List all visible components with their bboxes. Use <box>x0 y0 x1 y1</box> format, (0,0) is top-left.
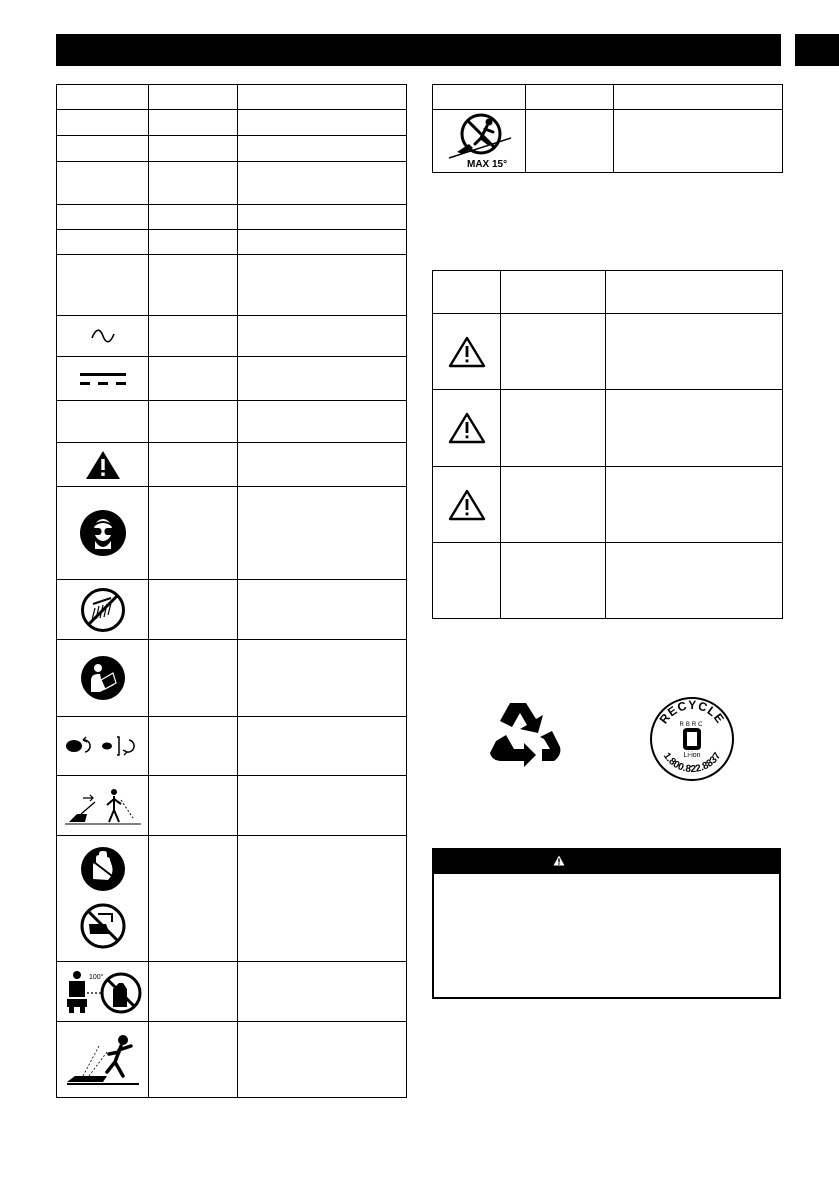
read-manual-icon <box>57 640 149 717</box>
table-row <box>57 255 407 316</box>
warning-header <box>434 850 779 874</box>
rbrc-recycle-seal-icon <box>649 696 735 782</box>
remove-safety-key-icon <box>57 717 149 776</box>
table-row <box>57 162 407 205</box>
table-row <box>433 314 783 390</box>
wear-eye-protection-icon <box>57 487 149 580</box>
table-row <box>57 962 407 1022</box>
symbols-table <box>56 84 407 1098</box>
alternating-current-icon <box>57 316 149 357</box>
seal-letters: RBRC <box>679 722 705 728</box>
table-row <box>433 543 783 619</box>
keep-hands-feet-away-icons <box>57 836 149 962</box>
section-header-bar <box>56 34 781 66</box>
table-row <box>57 316 407 357</box>
seal-phone-text: 1.800.822.8837 <box>660 750 724 776</box>
warning-triangle-icon <box>553 855 565 866</box>
keep-hands-away-icon <box>78 844 128 954</box>
table-row <box>57 136 407 162</box>
seal-chem-text: Li-ion <box>683 752 701 759</box>
table-row <box>433 467 783 543</box>
table-row <box>57 401 407 443</box>
svg-text:100°: 100° <box>88 973 103 981</box>
rotate-handle-100-icon <box>57 962 149 1022</box>
table-row <box>57 717 407 776</box>
table-row <box>433 110 783 173</box>
table-header-row <box>433 271 783 314</box>
table-row <box>57 1022 407 1098</box>
signal-words-table <box>432 270 783 619</box>
table-row <box>57 110 407 136</box>
table-row <box>57 357 407 401</box>
caution-triangle-icon <box>433 467 501 543</box>
table-header-row <box>433 85 783 110</box>
slope-icon-text: MAX 15° <box>467 159 508 170</box>
table-row <box>57 580 407 640</box>
thrown-objects-bystanders-icon <box>57 776 149 836</box>
table-row <box>57 776 407 836</box>
recycle-arrows-icon <box>480 697 564 781</box>
safety-alert-icon <box>57 443 149 487</box>
table-row <box>57 443 407 487</box>
table-row <box>57 205 407 230</box>
seal-top-text: RECYCLE <box>656 697 728 727</box>
danger-triangle-icon <box>433 314 501 390</box>
language-tab <box>795 34 839 66</box>
slope-max-15-icon <box>433 110 526 173</box>
warning-box <box>432 848 781 999</box>
thrown-objects-icon <box>57 1022 149 1098</box>
table-row <box>57 230 407 255</box>
slope-table <box>432 84 783 173</box>
direct-current-icon <box>57 357 149 401</box>
table-header-row <box>57 85 407 110</box>
warning-triangle-icon <box>433 390 501 467</box>
table-row <box>57 487 407 580</box>
table-row <box>57 640 407 717</box>
no-rain-icon <box>57 580 149 640</box>
table-row <box>433 390 783 467</box>
table-row <box>57 836 407 962</box>
